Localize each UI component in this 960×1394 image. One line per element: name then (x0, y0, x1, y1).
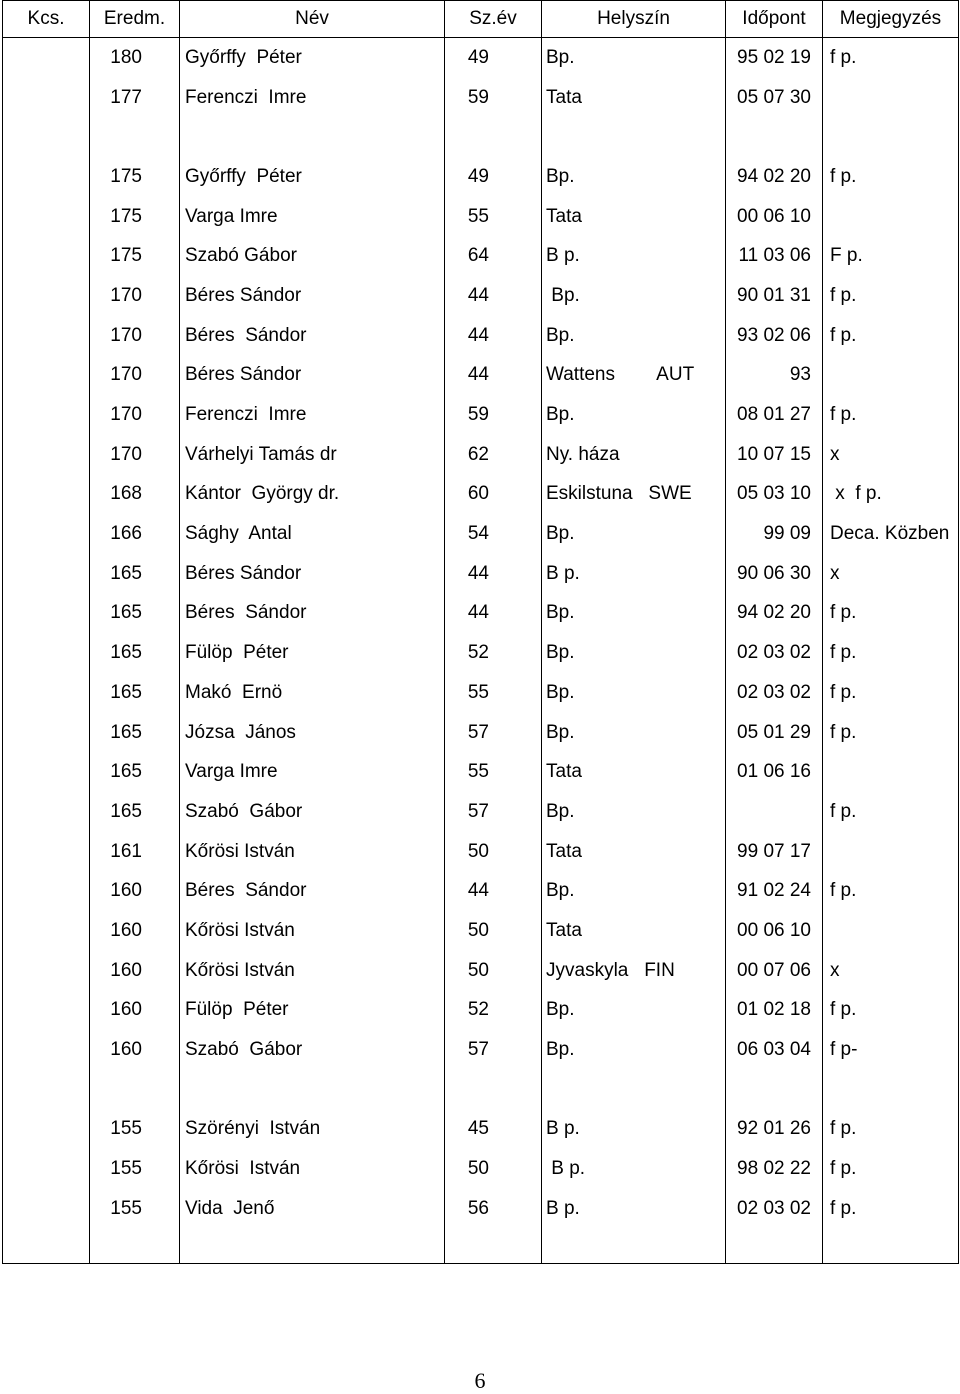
kcs-cell (3, 316, 90, 356)
nev-cell: Béres Sándor (180, 871, 445, 911)
szev-cell: 50 (445, 911, 542, 951)
megjegyzes-cell: Deca. Közben (823, 514, 959, 554)
nev-cell: Béres Sándor (180, 316, 445, 356)
idopont-cell (726, 1229, 823, 1264)
megjegyzes-cell: f p. (823, 871, 959, 911)
helyszin-cell: Bp. (542, 395, 726, 435)
eredm-cell (90, 117, 180, 157)
szev-cell: 59 (445, 78, 542, 118)
eredm-cell: 155 (90, 1189, 180, 1229)
header-nev: Név (180, 1, 445, 38)
nev-cell: Fülöp Péter (180, 633, 445, 673)
helyszin-cell: Bp. (542, 514, 726, 554)
kcs-cell (3, 713, 90, 753)
megjegyzes-cell: x (823, 951, 959, 991)
nev-cell (180, 1229, 445, 1264)
helyszin-cell: Ny. háza (542, 435, 726, 475)
szev-cell: 62 (445, 435, 542, 475)
eredm-cell (90, 1229, 180, 1264)
eredm-cell (90, 1070, 180, 1110)
kcs-cell (3, 871, 90, 911)
table-row (3, 316, 959, 356)
kcs-cell (3, 435, 90, 475)
nev-cell: Fülöp Péter (180, 991, 445, 1031)
eredm-cell: 175 (90, 157, 180, 197)
nev-cell (180, 1070, 445, 1110)
megjegyzes-cell: f p. (823, 792, 959, 832)
kcs-cell (3, 554, 90, 594)
idopont-cell: 98 02 22 (726, 1149, 823, 1189)
szev-cell: 55 (445, 197, 542, 237)
idopont-cell: 94 02 20 (726, 594, 823, 634)
kcs-cell (3, 1030, 90, 1070)
megjegyzes-cell: f p. (823, 1110, 959, 1150)
kcs-cell (3, 594, 90, 634)
nev-cell: Béres Sándor (180, 276, 445, 316)
szev-cell (445, 1229, 542, 1264)
idopont-cell: 05 01 29 (726, 713, 823, 753)
nev-cell: Győrffy Péter (180, 38, 445, 78)
eredm-cell: 155 (90, 1149, 180, 1189)
nev-cell: Kőrösi István (180, 832, 445, 872)
eredm-cell: 165 (90, 713, 180, 753)
table-row (3, 1229, 959, 1264)
eredm-cell: 165 (90, 554, 180, 594)
megjegyzes-cell: f p. (823, 713, 959, 753)
eredm-cell: 165 (90, 633, 180, 673)
idopont-cell: 02 03 02 (726, 673, 823, 713)
table-row (3, 951, 959, 991)
megjegyzes-cell: f p. (823, 316, 959, 356)
eredm-cell: 165 (90, 673, 180, 713)
szev-cell: 44 (445, 554, 542, 594)
idopont-cell: 08 01 27 (726, 395, 823, 435)
nev-cell (180, 117, 445, 157)
eredm-cell: 165 (90, 792, 180, 832)
nev-cell: Szörényi István (180, 1110, 445, 1150)
megjegyzes-cell: F p. (823, 236, 959, 276)
table-row (3, 911, 959, 951)
szev-cell: 50 (445, 1149, 542, 1189)
helyszin-cell: Bp. (542, 1030, 726, 1070)
szev-cell: 57 (445, 792, 542, 832)
eredm-cell: 160 (90, 951, 180, 991)
table-row (3, 1110, 959, 1150)
kcs-cell (3, 911, 90, 951)
megjegyzes-cell: f p. (823, 1189, 959, 1229)
idopont-cell: 92 01 26 (726, 1110, 823, 1150)
nev-cell: Makó Ernö (180, 673, 445, 713)
szev-cell (445, 117, 542, 157)
helyszin-cell: B p. (542, 1189, 726, 1229)
megjegyzes-cell: f p- (823, 1030, 959, 1070)
nev-cell: Szabó Gábor (180, 236, 445, 276)
nev-cell: Szabó Gábor (180, 1030, 445, 1070)
szev-cell: 50 (445, 951, 542, 991)
helyszin-cell: Eskilstuna SWE (542, 475, 726, 515)
eredm-cell: 170 (90, 316, 180, 356)
table-row (3, 991, 959, 1031)
header-szev: Sz.év (445, 1, 542, 38)
header-row (3, 1, 959, 38)
helyszin-cell: Bp. (542, 673, 726, 713)
nev-cell: Kőrösi István (180, 951, 445, 991)
eredm-cell: 166 (90, 514, 180, 554)
eredm-cell: 160 (90, 871, 180, 911)
nev-cell: Józsa János (180, 713, 445, 753)
eredm-cell: 165 (90, 752, 180, 792)
nev-cell: Béres Sándor (180, 554, 445, 594)
szev-cell: 44 (445, 594, 542, 634)
table-row (3, 594, 959, 634)
table-row (3, 713, 959, 753)
megjegyzes-cell: f p. (823, 38, 959, 78)
table-row (3, 871, 959, 911)
helyszin-cell: Bp. (542, 276, 726, 316)
kcs-cell (3, 673, 90, 713)
szev-cell: 49 (445, 157, 542, 197)
megjegyzes-cell (823, 911, 959, 951)
idopont-cell: 00 07 06 (726, 951, 823, 991)
szev-cell: 57 (445, 713, 542, 753)
kcs-cell (3, 117, 90, 157)
table-row (3, 197, 959, 237)
table-row (3, 673, 959, 713)
idopont-cell: 93 02 06 (726, 316, 823, 356)
szev-cell: 44 (445, 356, 542, 396)
szev-cell (445, 1070, 542, 1110)
kcs-cell (3, 276, 90, 316)
megjegyzes-cell (823, 117, 959, 157)
szev-cell: 44 (445, 316, 542, 356)
eredm-cell: 175 (90, 236, 180, 276)
helyszin-cell: Bp. (542, 633, 726, 673)
eredm-cell: 161 (90, 832, 180, 872)
eredm-cell: 170 (90, 276, 180, 316)
nev-cell: Varga Imre (180, 197, 445, 237)
nev-cell: Varga Imre (180, 752, 445, 792)
helyszin-cell: Wattens AUT (542, 356, 726, 396)
page-number: 6 (474, 1368, 486, 1393)
idopont-cell: 02 03 02 (726, 1189, 823, 1229)
table-row (3, 1070, 959, 1110)
eredm-cell: 170 (90, 435, 180, 475)
kcs-cell (3, 157, 90, 197)
megjegyzes-cell (823, 197, 959, 237)
table-row (3, 38, 959, 78)
nev-cell: Béres Sándor (180, 356, 445, 396)
szev-cell: 57 (445, 1030, 542, 1070)
nev-cell: Ferenczi Imre (180, 395, 445, 435)
helyszin-cell: Bp. (542, 792, 726, 832)
kcs-cell (3, 395, 90, 435)
table-row (3, 236, 959, 276)
helyszin-cell (542, 117, 726, 157)
table-row (3, 276, 959, 316)
megjegyzes-cell: f p. (823, 673, 959, 713)
helyszin-cell: Jyvaskyla FIN (542, 951, 726, 991)
szev-cell: 55 (445, 673, 542, 713)
table-row (3, 633, 959, 673)
idopont-cell (726, 1070, 823, 1110)
eredm-cell: 177 (90, 78, 180, 118)
header-megjegyzes: Megjegyzés (823, 1, 959, 38)
szev-cell: 55 (445, 752, 542, 792)
kcs-cell (3, 475, 90, 515)
idopont-cell: 91 02 24 (726, 871, 823, 911)
kcs-cell (3, 832, 90, 872)
kcs-cell (3, 951, 90, 991)
eredm-cell: 180 (90, 38, 180, 78)
header-helyszin: Helyszín (542, 1, 726, 38)
table-row (3, 832, 959, 872)
megjegyzes-cell (823, 752, 959, 792)
helyszin-cell: Bp. (542, 38, 726, 78)
megjegyzes-cell: f p. (823, 1149, 959, 1189)
nev-cell: Várhelyi Tamás dr (180, 435, 445, 475)
idopont-cell: 00 06 10 (726, 197, 823, 237)
kcs-cell (3, 1229, 90, 1264)
kcs-cell (3, 356, 90, 396)
szev-cell: 56 (445, 1189, 542, 1229)
helyszin-cell: B p. (542, 1110, 726, 1150)
idopont-cell: 02 03 02 (726, 633, 823, 673)
table-row (3, 1149, 959, 1189)
megjegyzes-cell: f p. (823, 594, 959, 634)
helyszin-cell: Tata (542, 832, 726, 872)
helyszin-cell (542, 1070, 726, 1110)
nev-cell: Kántor György dr. (180, 475, 445, 515)
helyszin-cell: Bp. (542, 594, 726, 634)
eredm-cell: 160 (90, 991, 180, 1031)
szev-cell: 49 (445, 38, 542, 78)
helyszin-cell: Tata (542, 911, 726, 951)
kcs-cell (3, 991, 90, 1031)
table-row (3, 554, 959, 594)
table-row (3, 117, 959, 157)
helyszin-cell: Bp. (542, 713, 726, 753)
table-row (3, 157, 959, 197)
szev-cell: 45 (445, 1110, 542, 1150)
header-kcs: Kcs. (3, 1, 90, 38)
szev-cell: 60 (445, 475, 542, 515)
megjegyzes-cell: x (823, 554, 959, 594)
idopont-cell: 90 06 30 (726, 554, 823, 594)
eredm-cell: 155 (90, 1110, 180, 1150)
table-row (3, 514, 959, 554)
kcs-cell (3, 236, 90, 276)
table-row (3, 752, 959, 792)
szev-cell: 50 (445, 832, 542, 872)
megjegyzes-cell: f p. (823, 157, 959, 197)
szev-cell: 52 (445, 991, 542, 1031)
helyszin-cell: B p. (542, 554, 726, 594)
nev-cell: Sághy Antal (180, 514, 445, 554)
header-eredm: Eredm. (90, 1, 180, 38)
helyszin-cell: Tata (542, 197, 726, 237)
eredm-cell: 175 (90, 197, 180, 237)
idopont-cell: 90 01 31 (726, 276, 823, 316)
szev-cell: 52 (445, 633, 542, 673)
megjegyzes-cell: f p. (823, 991, 959, 1031)
idopont-cell: 01 02 18 (726, 991, 823, 1031)
megjegyzes-cell: x (823, 435, 959, 475)
helyszin-cell: Bp. (542, 316, 726, 356)
helyszin-cell: B p. (542, 1149, 726, 1189)
helyszin-cell: Tata (542, 78, 726, 118)
helyszin-cell: Bp. (542, 991, 726, 1031)
idopont-cell: 05 03 10 (726, 475, 823, 515)
eredm-cell: 168 (90, 475, 180, 515)
table-row (3, 1189, 959, 1229)
eredm-cell: 170 (90, 356, 180, 396)
nev-cell: Szabó Gábor (180, 792, 445, 832)
szev-cell: 64 (445, 236, 542, 276)
kcs-cell (3, 792, 90, 832)
nev-cell: Ferenczi Imre (180, 78, 445, 118)
idopont-cell (726, 792, 823, 832)
nev-cell: Béres Sándor (180, 594, 445, 634)
eredm-cell: 160 (90, 1030, 180, 1070)
table-row (3, 356, 959, 396)
szev-cell: 54 (445, 514, 542, 554)
szev-cell: 44 (445, 276, 542, 316)
szev-cell: 59 (445, 395, 542, 435)
nev-cell: Kőrösi István (180, 911, 445, 951)
eredm-cell: 165 (90, 594, 180, 634)
idopont-cell: 06 03 04 (726, 1030, 823, 1070)
helyszin-cell: Tata (542, 752, 726, 792)
megjegyzes-cell: x f p. (823, 475, 959, 515)
helyszin-cell (542, 1229, 726, 1264)
kcs-cell (3, 752, 90, 792)
eredm-cell: 160 (90, 911, 180, 951)
idopont-cell: 10 07 15 (726, 435, 823, 475)
idopont-cell: 94 02 20 (726, 157, 823, 197)
header-idopont: Időpont (726, 1, 823, 38)
idopont-cell: 93 (726, 356, 823, 396)
kcs-cell (3, 633, 90, 673)
megjegyzes-cell: f p. (823, 395, 959, 435)
megjegyzes-cell: f p. (823, 276, 959, 316)
idopont-cell: 95 02 19 (726, 38, 823, 78)
helyszin-cell: Bp. (542, 871, 726, 911)
idopont-cell: 11 03 06 (726, 236, 823, 276)
idopont-cell: 99 07 17 (726, 832, 823, 872)
kcs-cell (3, 1110, 90, 1150)
helyszin-cell: Bp. (542, 157, 726, 197)
megjegyzes-cell (823, 832, 959, 872)
megjegyzes-cell (823, 356, 959, 396)
table-row (3, 395, 959, 435)
megjegyzes-cell (823, 78, 959, 118)
kcs-cell (3, 38, 90, 78)
eredm-cell: 170 (90, 395, 180, 435)
kcs-cell (3, 1189, 90, 1229)
kcs-cell (3, 197, 90, 237)
nev-cell: Győrffy Péter (180, 157, 445, 197)
table-row (3, 1030, 959, 1070)
kcs-cell (3, 514, 90, 554)
idopont-cell: 05 07 30 (726, 78, 823, 118)
megjegyzes-cell (823, 1070, 959, 1110)
nev-cell: Kőrösi István (180, 1149, 445, 1189)
helyszin-cell: B p. (542, 236, 726, 276)
table-row (3, 475, 959, 515)
idopont-cell: 00 06 10 (726, 911, 823, 951)
table-row (3, 78, 959, 118)
table-row (3, 792, 959, 832)
szev-cell: 44 (445, 871, 542, 911)
table-row (3, 435, 959, 475)
idopont-cell: 01 06 16 (726, 752, 823, 792)
nev-cell: Vida Jenő (180, 1189, 445, 1229)
idopont-cell (726, 117, 823, 157)
idopont-cell: 99 09 (726, 514, 823, 554)
kcs-cell (3, 1149, 90, 1189)
kcs-cell (3, 1070, 90, 1110)
records-table (2, 0, 959, 1264)
megjegyzes-cell (823, 1229, 959, 1264)
megjegyzes-cell: f p. (823, 633, 959, 673)
kcs-cell (3, 78, 90, 118)
